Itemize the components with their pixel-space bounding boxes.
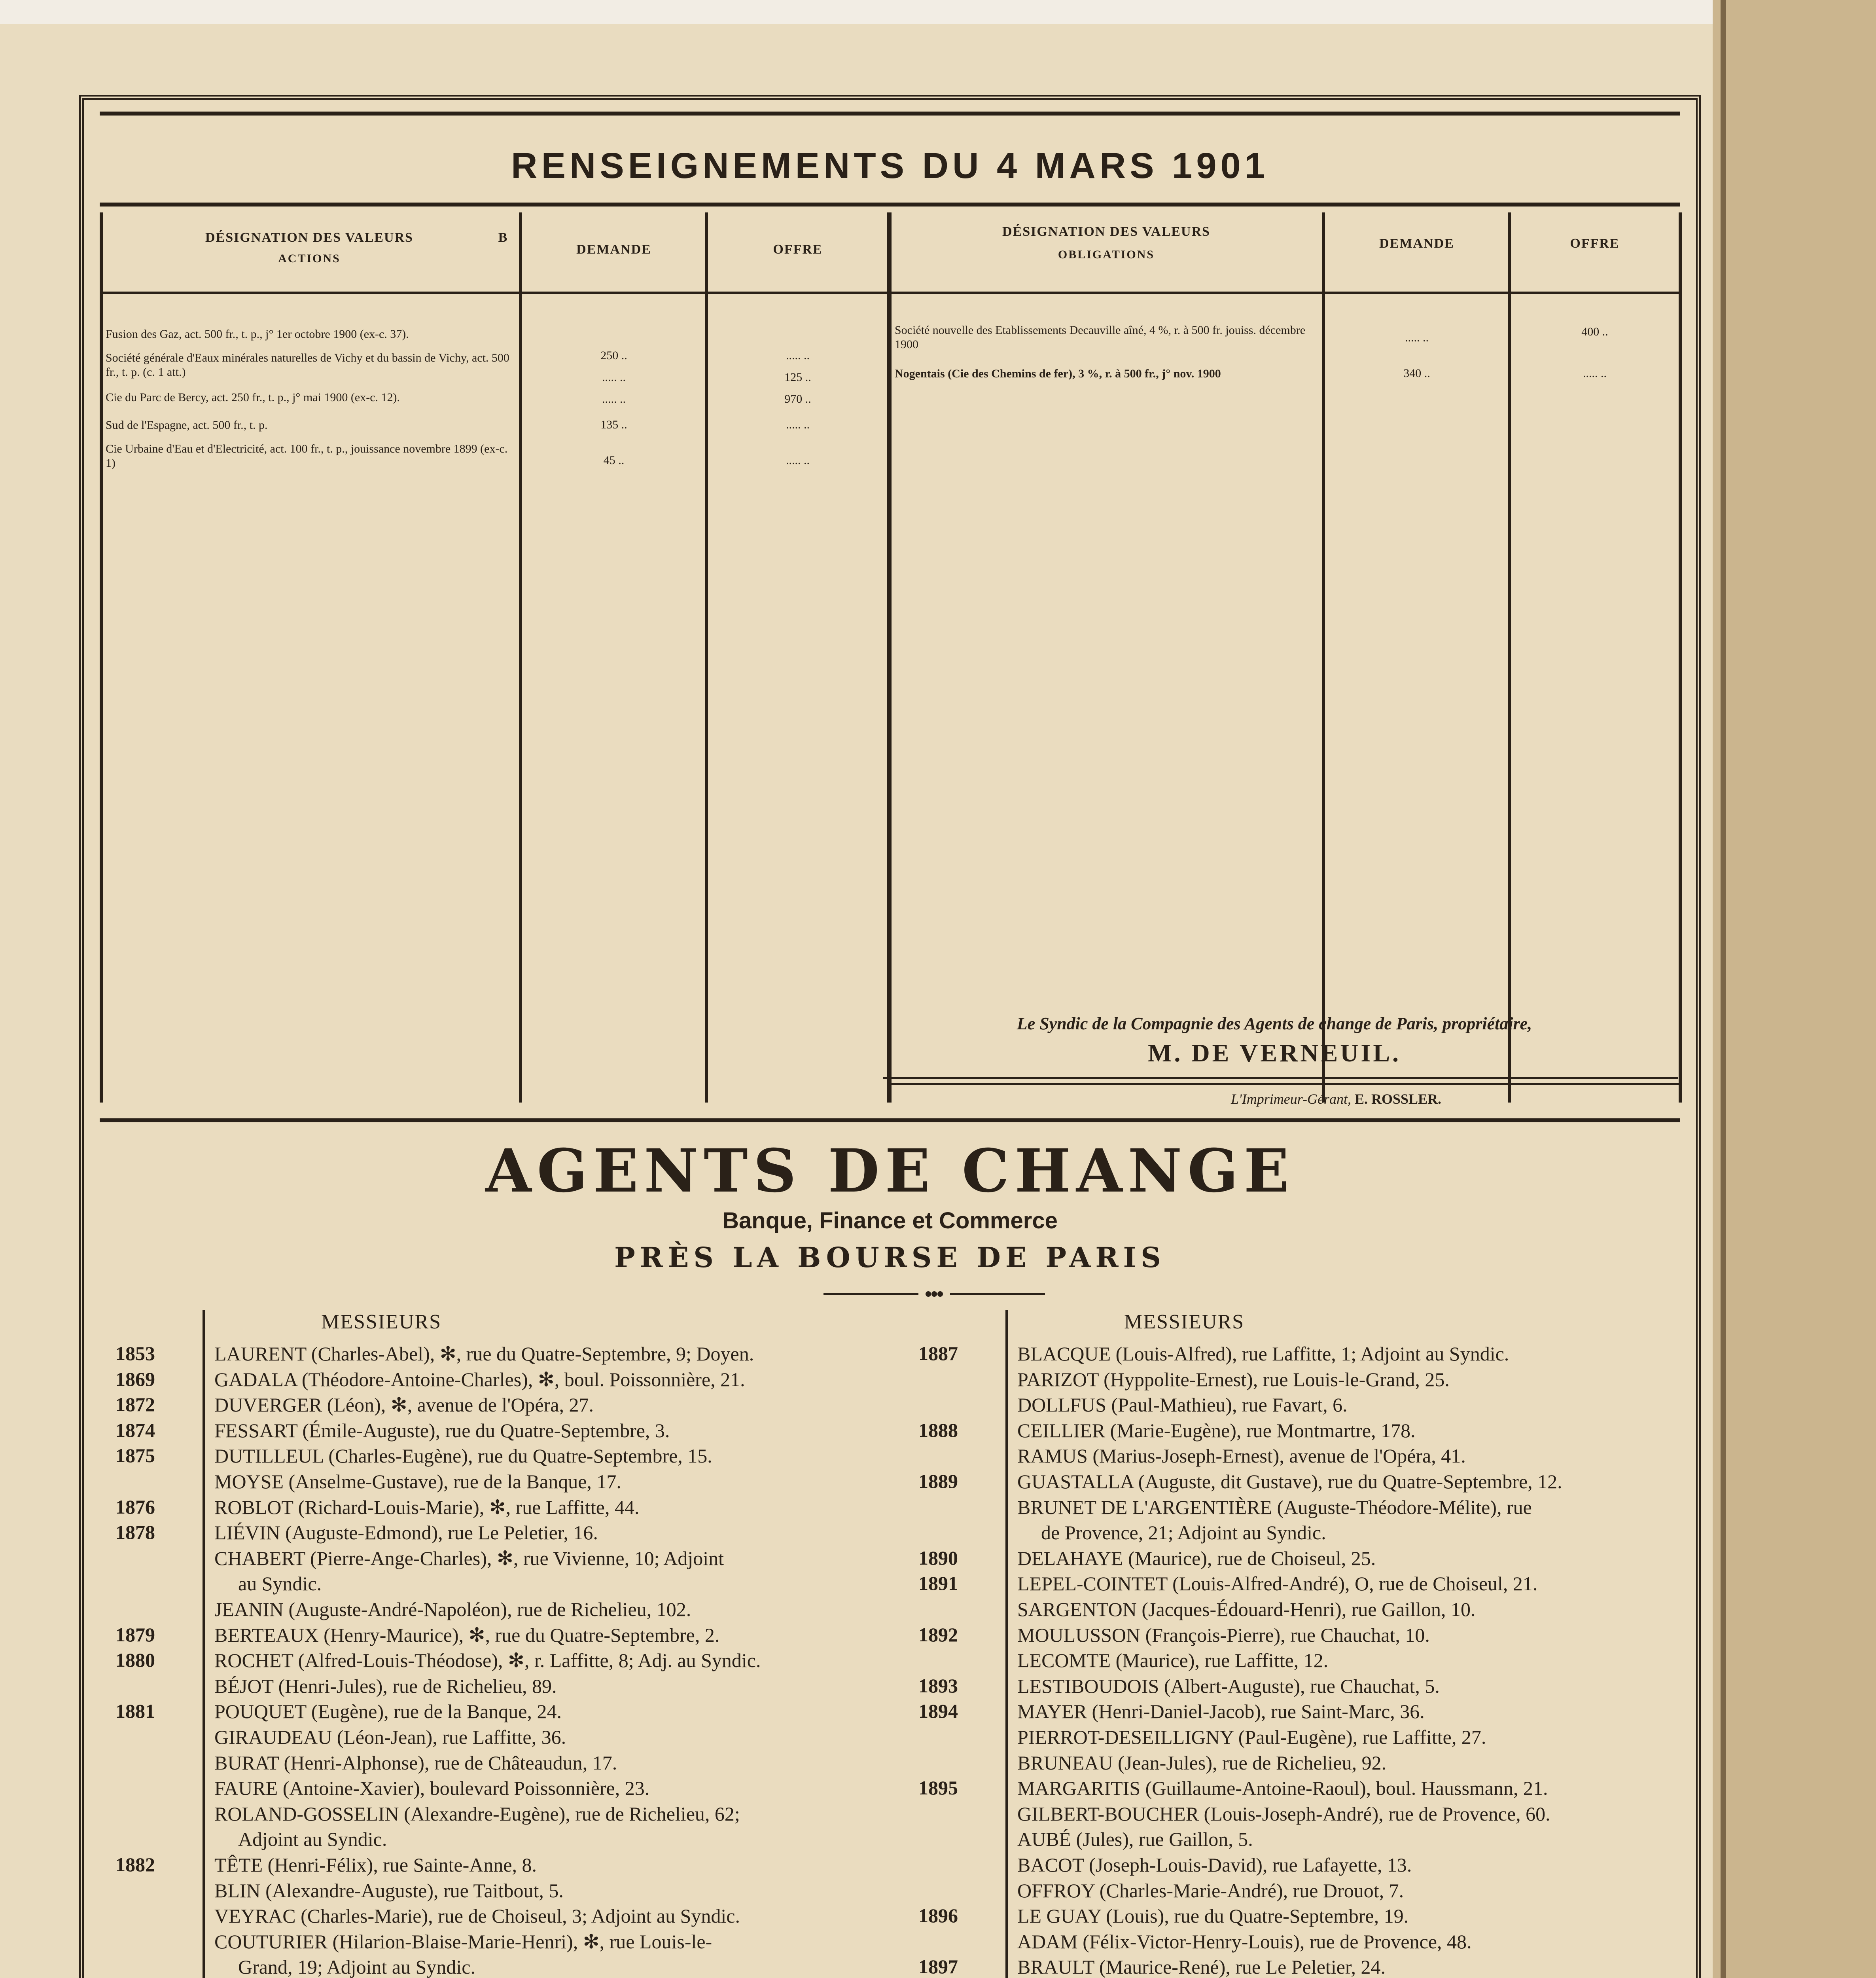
agent-entry: LE GUAY (Louis), rue du Quatre-Septembre, 19. bbox=[1017, 1905, 1409, 1927]
right-col-offre: OFFRE bbox=[1570, 236, 1620, 251]
agent-entry: PIERROT-DESEILLIGNY (Paul-Eugène), rue Laffitte, 27. bbox=[1017, 1726, 1486, 1748]
bulletin-page bbox=[79, 95, 1701, 1978]
table-row-label: Société générale d'Eaux minérales naturelles de Vichy et du bassin de Vichy, act. 500 fr., t. p. (c. 1 att.) bbox=[106, 351, 509, 379]
agent-entry: BACOT (Joseph-Louis-David), rue Lafayette, 13. bbox=[1017, 1854, 1412, 1876]
table-cell-offre: 125 .. bbox=[784, 371, 811, 384]
syndic-name: M. DE VERNEUIL. bbox=[1148, 1039, 1401, 1067]
agent-entry: LIÉVIN (Auguste-Edmond), rue Le Peletier, 16. bbox=[214, 1521, 598, 1544]
agent-entry: TÊTE (Henri-Félix), rue Sainte-Anne, 8. bbox=[214, 1854, 537, 1876]
messieurs-right: MESSIEURS bbox=[1124, 1311, 1245, 1333]
agent-entry: DUTILLEUL (Charles-Eugène), rue du Quatre-Septembre, 15. bbox=[214, 1445, 712, 1467]
table-cell-demande: 340 .. bbox=[1403, 367, 1430, 380]
agent-entry: ADAM (Félix-Victor-Henry-Louis), rue de Provence, 48. bbox=[1017, 1930, 1472, 1953]
agent-entry: BRUNEAU (Jean-Jules), rue de Richelieu, 92. bbox=[1017, 1751, 1387, 1774]
table-cell-offre: ..... .. bbox=[786, 349, 810, 362]
agent-entry: MARGARITIS (Guillaume-Antoine-Raoul), boul. Haussmann, 21. bbox=[1017, 1777, 1548, 1800]
table-row-label: Fusion des Gaz, act. 500 fr., t. p., j° 1er octobre 1900 (ex-c. 37). bbox=[106, 328, 409, 341]
imprimeur-name: E. ROSSLER. bbox=[1354, 1091, 1442, 1107]
syndic-line: Le Syndic de la Compagnie des Agents de change de Paris, propriétaire, bbox=[1017, 1014, 1532, 1033]
agent-year: 1891 bbox=[918, 1572, 958, 1595]
agent-year: 1876 bbox=[115, 1495, 155, 1518]
left-col-offre: OFFRE bbox=[773, 242, 823, 257]
table-cell-offre: ..... .. bbox=[1583, 367, 1607, 380]
agent-entry: DELAHAYE (Maurice), rue de Choiseul, 25. bbox=[1017, 1547, 1376, 1569]
table-cell-demande: ..... .. bbox=[1405, 331, 1429, 344]
agent-entry: BLIN (Alexandre-Auguste), rue Taitbout, 5. bbox=[214, 1879, 564, 1902]
agent-entry: OFFROY (Charles-Marie-André), rue Drouot, 7. bbox=[1017, 1879, 1404, 1902]
agent-entry: BÉJOT (Henri-Jules), rue de Richelieu, 89. bbox=[214, 1675, 557, 1697]
agent-year: 1893 bbox=[918, 1674, 958, 1697]
agent-entry: FAURE (Antoine-Xavier), boulevard Poissonnière, 23. bbox=[214, 1777, 650, 1800]
year-divider-right bbox=[1005, 1310, 1008, 1978]
left-heading-b: B bbox=[498, 230, 508, 245]
agent-year: 1895 bbox=[918, 1777, 958, 1799]
table-center-divider bbox=[887, 212, 892, 1103]
agent-year: 1875 bbox=[115, 1444, 155, 1467]
agent-year: 1894 bbox=[918, 1700, 958, 1722]
agent-entry: Grand, 19; Adjoint au Syndic. bbox=[238, 1956, 475, 1978]
agent-entry: LESTIBOUDOIS (Albert-Auguste), rue Chauchat, 5. bbox=[1017, 1675, 1440, 1697]
table-cell-demande: 250 .. bbox=[600, 349, 627, 362]
agent-entry: RAMUS (Marius-Joseph-Ernest), avenue de l'Opéra, 41. bbox=[1017, 1445, 1466, 1467]
agent-entry: ROCHET (Alfred-Louis-Théodose), ✻, r. Laffitte, 8; Adj. au Syndic. bbox=[214, 1649, 761, 1672]
agent-year: 1892 bbox=[918, 1623, 958, 1646]
table-cell-offre: ..... .. bbox=[786, 418, 810, 431]
binding-fold bbox=[1721, 0, 1726, 1978]
agent-year: 1896 bbox=[918, 1904, 958, 1927]
agent-entry: au Syndic. bbox=[238, 1573, 322, 1595]
agent-entry: PARIZOT (Hyppolite-Ernest), rue Louis-le-Grand, 25. bbox=[1017, 1368, 1450, 1391]
page-title: RENSEIGNEMENTS DU 4 MARS 1901 bbox=[511, 146, 1269, 186]
table-bottom-rule bbox=[891, 1083, 1682, 1085]
agent-year: 1897 bbox=[918, 1955, 958, 1978]
table-col-divider bbox=[705, 212, 708, 1103]
agent-entry: FESSART (Émile-Auguste), rue du Quatre-Septembre, 3. bbox=[214, 1419, 670, 1442]
left-col-demande: DEMANDE bbox=[576, 242, 651, 257]
syndic-rule bbox=[883, 1077, 1678, 1079]
agent-entry: DUVERGER (Léon), ✻, avenue de l'Opéra, 27. bbox=[214, 1394, 594, 1416]
agent-entry: GUASTALLA (Auguste, dit Gustave), rue du Quatre-Septembre, 12. bbox=[1017, 1470, 1562, 1493]
agent-year: 1888 bbox=[918, 1419, 958, 1441]
right-col-demande: DEMANDE bbox=[1379, 236, 1454, 251]
agent-year: 1872 bbox=[115, 1393, 155, 1416]
agent-entry: CEILLIER (Marie-Eugène), rue Montmartre, 178. bbox=[1017, 1419, 1416, 1442]
agent-entry: Adjoint au Syndic. bbox=[238, 1828, 387, 1851]
table-cell-demande: 45 .. bbox=[603, 454, 625, 467]
agent-year: 1869 bbox=[115, 1368, 155, 1390]
agent-entry: POUQUET (Eugène), rue de la Banque, 24. bbox=[214, 1700, 562, 1723]
agent-entry: BURAT (Henri-Alphonse), rue de Châteaudun, 17. bbox=[214, 1751, 617, 1774]
adjacent-page-edge bbox=[1713, 0, 1876, 1978]
agent-entry: BRUNET DE L'ARGENTIÈRE (Auguste-Théodore-Mélite), rue bbox=[1017, 1496, 1532, 1518]
imprimeur-label: L'Imprimeur-Gérant, bbox=[1231, 1091, 1351, 1107]
agent-entry: DOLLFUS (Paul-Mathieu), rue Favart, 6. bbox=[1017, 1394, 1348, 1416]
agent-entry: GADALA (Théodore-Antoine-Charles), ✻, boul. Poissonnière, 21. bbox=[214, 1368, 745, 1391]
year-divider-left bbox=[203, 1310, 205, 1978]
agent-entry: JEANIN (Auguste-André-Napoléon), rue de Richelieu, 102. bbox=[214, 1598, 691, 1620]
agent-year: 1879 bbox=[115, 1623, 155, 1646]
left-subheading: ACTIONS bbox=[278, 252, 341, 265]
title-rule bbox=[100, 203, 1680, 207]
valeurs-table bbox=[100, 212, 1682, 1103]
agent-entry: GIRAUDEAU (Léon-Jean), rue Laffitte, 36. bbox=[214, 1726, 566, 1748]
agent-entry: LECOMTE (Maurice), rue Laffitte, 12. bbox=[1017, 1649, 1329, 1672]
table-cell-demande: ..... .. bbox=[602, 392, 626, 405]
agent-year: 1882 bbox=[115, 1853, 155, 1876]
agents-subtitle: Banque, Finance et Commerce bbox=[722, 1208, 1058, 1233]
agent-entry: SARGENTON (Jacques-Édouard-Henri), rue Gaillon, 10. bbox=[1017, 1598, 1476, 1620]
imprimeur-line bbox=[1231, 1091, 1441, 1107]
table-cell-offre: 400 .. bbox=[1581, 325, 1608, 338]
table-row-label: Cie du Parc de Bercy, act. 250 fr., t. p., j° mai 1900 (ex-c. 12). bbox=[106, 391, 400, 404]
right-subheading: OBLIGATIONS bbox=[1058, 248, 1155, 261]
agent-entry: LEPEL-COINTET (Louis-Alfred-André), O, rue de Choiseul, 21. bbox=[1017, 1573, 1538, 1595]
table-row-label: Sud de l'Espagne, act. 500 fr., t. p. bbox=[106, 419, 268, 432]
top-rule bbox=[100, 112, 1680, 116]
table-row-label: Cie Urbaine d'Eau et d'Electricité, act. 100 fr., t. p., jouissance novembre 1899 (ex-c. 1) bbox=[106, 442, 508, 470]
section-rule bbox=[100, 1118, 1680, 1122]
agent-entry: COUTURIER (Hilarion-Blaise-Marie-Henri), ✻, rue Louis-le- bbox=[214, 1930, 712, 1953]
agent-year: 1889 bbox=[918, 1470, 958, 1492]
table-row-label: Nogentais (Cie des Chemins de fer), 3 %, r. à 500 fr., j° nov. 1900 bbox=[895, 367, 1221, 380]
table-header-rule bbox=[100, 292, 1682, 294]
ornament-rule bbox=[823, 1290, 1045, 1298]
agent-entry: VEYRAC (Charles-Marie), rue de Choiseul, 3; Adjoint au Syndic. bbox=[214, 1905, 740, 1927]
agent-entry: AUBÉ (Jules), rue Gaillon, 5. bbox=[1017, 1828, 1253, 1851]
agent-entry: BRAULT (Maurice-René), rue Le Peletier, 24. bbox=[1017, 1956, 1386, 1978]
agent-year: 1880 bbox=[115, 1649, 155, 1671]
agent-year: 1878 bbox=[115, 1521, 155, 1544]
agent-entry: de Provence, 21; Adjoint au Syndic. bbox=[1041, 1521, 1326, 1544]
agents-subtitle-bourse: PRÈS LA BOURSE DE PARIS bbox=[614, 1241, 1166, 1274]
agent-entry: CHABERT (Pierre-Ange-Charles), ✻, rue Vivienne, 10; Adjoint bbox=[214, 1547, 724, 1569]
agent-entry: GILBERT-BOUCHER (Louis-Joseph-André), rue de Provence, 60. bbox=[1017, 1802, 1550, 1825]
agent-entry: MOULUSSON (François-Pierre), rue Chauchat, 10. bbox=[1017, 1624, 1430, 1646]
agent-year: 1887 bbox=[918, 1342, 958, 1364]
left-heading: DÉSIGNATION DES VALEURS bbox=[205, 230, 413, 245]
agent-entry: ROLAND-GOSSELIN (Alexandre-Eugène), rue de Richelieu, 62; bbox=[214, 1802, 740, 1825]
right-heading: DÉSIGNATION DES VALEURS bbox=[1002, 224, 1210, 239]
agent-entry: BLACQUE (Louis-Alfred), rue Laffitte, 1; Adjoint au Syndic. bbox=[1017, 1343, 1509, 1365]
messieurs-left: MESSIEURS bbox=[321, 1311, 442, 1333]
agent-entry: MOYSE (Anselme-Gustave), rue de la Banque, 17. bbox=[214, 1470, 621, 1493]
agent-entry: ROBLOT (Richard-Louis-Marie), ✻, rue Laffitte, 44. bbox=[214, 1496, 640, 1518]
agent-year: 1881 bbox=[115, 1700, 155, 1722]
scan-top-margin bbox=[0, 0, 1713, 24]
agent-entry: MAYER (Henri-Daniel-Jacob), rue Saint-Marc, 36. bbox=[1017, 1700, 1425, 1723]
agent-entry: BERTEAUX (Henry-Maurice), ✻, rue du Quatre-Septembre, 2. bbox=[214, 1624, 720, 1646]
table-row-label: Société nouvelle des Etablissements Decauville aîné, 4 %, r. à 500 fr. jouiss. décembre 1900 bbox=[895, 324, 1306, 351]
table-cell-demande: 135 .. bbox=[600, 418, 627, 431]
table-cell-offre: 970 .. bbox=[784, 392, 811, 405]
table-col-divider bbox=[1508, 212, 1511, 1103]
table-border-right bbox=[1679, 212, 1682, 1103]
table-col-divider bbox=[519, 212, 522, 1103]
syndic-signature bbox=[875, 1014, 1674, 1068]
table-border-left bbox=[100, 212, 103, 1103]
agents-title: AGENTS DE CHANGE bbox=[485, 1136, 1295, 1206]
table-cell-demande: ..... .. bbox=[602, 371, 626, 384]
agent-year: 1874 bbox=[115, 1419, 155, 1441]
agent-entry: LAURENT (Charles-Abel), ✻, rue du Quatre-Septembre, 9; Doyen. bbox=[214, 1343, 754, 1365]
table-cell-offre: ..... .. bbox=[786, 454, 810, 467]
agent-year: 1853 bbox=[115, 1342, 155, 1364]
agent-year: 1890 bbox=[918, 1546, 958, 1569]
table-col-divider bbox=[1322, 212, 1325, 1103]
